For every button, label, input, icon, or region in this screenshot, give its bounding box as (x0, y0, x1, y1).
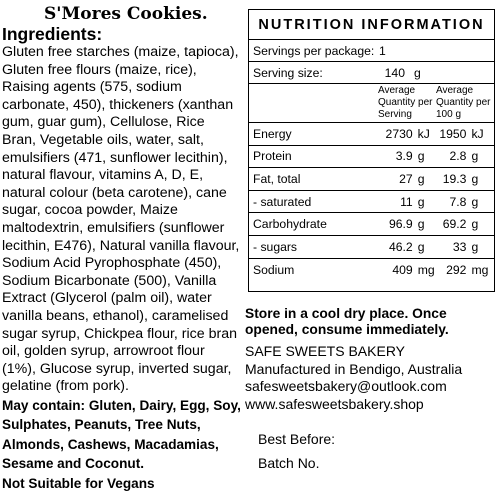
nutrient-row-energy (249, 123, 494, 146)
per-serving-value: 409 (392, 262, 413, 277)
allergen-statement: May contain: Gluten, Dairy, Egg, Soy, Sulphates, Peanuts, Tree Nuts, Almonds, Cashews, Macadamias, Sesame and Coconut. (2, 397, 241, 472)
company-email: safesweetsbakery@outlook.com (245, 378, 447, 394)
header-per-serving-line3: Serving (378, 109, 412, 120)
per-serving-unit: g (417, 194, 425, 209)
per-100g-value: 7.8 (449, 194, 467, 209)
nutrient-name: Sodium (253, 262, 295, 277)
company-info (245, 343, 500, 413)
nutrient-row-protein (249, 146, 494, 169)
per-serving-unit: g (417, 149, 425, 164)
servings-value: 1 (379, 43, 386, 58)
serving-size-value: 140 (384, 65, 405, 80)
per-100g-unit: g (471, 194, 479, 209)
nutrition-panel (248, 9, 495, 292)
per-100g-value: 19.3 (442, 171, 467, 186)
date-batch-block (258, 427, 335, 475)
per-100g-unit: g (471, 149, 479, 164)
header-per-serving-line2: Quantity per (378, 97, 433, 108)
per-serving-value: 96.9 (388, 217, 413, 232)
per-100g-unit: g (471, 171, 479, 186)
ingredients-text: Gluten free starches (maize, tapioca), Gluten free flours (maize, rice), Raising agents (575, sodium carbonate, 450), thickeners (xanthan gum, guar gum), Cellulose, Rice Bran, Vegetable oils, water, salt, emulsifiers (471, sunflower lecithin), natural flavour, vitamins A, D, E, natural colour (beta carotene), cane sugar, cocoa powder, Maize maltodextrin, emulsifiers (sunflower lecithin, E476), Natural vanilla flavour, Sodium Acid Pyrophosphate (450), Sodium Bicarbonate (500), Vanilla Extract (Glycerol (palm oil), water vanilla beans, ethanol), caramelised sugar syrup, Chickpea flour, rice bran oil, golden syrup, arrowroot flour (1%), Glucose syrup, inverted sugar, gelatine (from pork). (2, 44, 240, 395)
company-name: SAFE SWEETS BAKERY (245, 343, 406, 359)
nutrient-name: Protein (253, 149, 292, 164)
nutrient-name: - sugars (253, 239, 298, 254)
per-100g-value: 33 (452, 239, 467, 254)
product-title: S'Mores Cookies. (44, 4, 208, 24)
per-serving-value: 2730 (385, 126, 413, 141)
per-serving-value: 11 (400, 194, 413, 209)
nutrient-name: - saturated (253, 194, 312, 209)
serving-size-unit: g (414, 65, 421, 80)
header-per-serving-line1: Average (378, 85, 416, 96)
nutrient-row-sodium (249, 259, 494, 282)
per-100g-value: 69.2 (442, 217, 467, 232)
serving-size-label: Serving size: (253, 65, 323, 80)
header-per-100g-line2: Quantity per (436, 97, 491, 108)
nutrient-name: Fat, total (253, 171, 301, 186)
per-100g-value: 292 (446, 262, 467, 277)
company-website: www.safesweetsbakery.shop (245, 395, 424, 412)
best-before-label: Best Before: (258, 431, 336, 447)
servings-row (249, 40, 494, 62)
nutrient-row-sugars (249, 236, 494, 259)
servings-label: Servings per package: (253, 43, 375, 58)
per-100g-value: 1950 (439, 126, 467, 141)
per-100g-unit: g (471, 239, 479, 254)
vegan-statement: Not Suitable for Vegans (2, 475, 155, 491)
header-per-serving (378, 85, 436, 121)
storage-instructions: Store in a cool dry place. Once opened, consume immediately. (245, 306, 449, 337)
nutrient-row-carbohydrate (249, 213, 494, 236)
per-serving-value: 46.2 (388, 239, 413, 254)
per-100g-unit: mg (471, 262, 489, 277)
per-serving-value: 27 (399, 171, 413, 186)
ingredients-column (2, 4, 242, 493)
manufacturer-location: Manufactured in Bendigo, Australia (245, 360, 463, 377)
header-per-100g-line1: Average (436, 85, 474, 96)
per-100g-unit: kJ (471, 126, 484, 141)
nutrient-name: Carbohydrate (253, 217, 327, 232)
nutrient-row-saturated (249, 191, 494, 214)
batch-number-label: Batch No. (258, 455, 320, 471)
per-serving-unit: kJ (417, 126, 430, 141)
per-100g-unit: g (471, 217, 479, 232)
nutrient-row-fat (249, 168, 494, 191)
per-serving-unit: g (417, 171, 425, 186)
nutrition-title: NUTRITION INFORMATION (249, 10, 494, 40)
serving-size-row (249, 62, 494, 84)
column-headers (249, 84, 494, 123)
per-serving-unit: g (417, 239, 425, 254)
per-serving-value: 3.9 (395, 149, 413, 164)
header-per-100g (436, 85, 494, 121)
per-serving-unit: g (417, 217, 425, 232)
header-per-100g-line3: 100 g (436, 109, 462, 120)
per-100g-value: 2.8 (449, 149, 467, 164)
ingredients-heading: Ingredients: (2, 24, 103, 44)
nutrient-name: Energy (253, 126, 292, 141)
per-serving-unit: mg (417, 262, 435, 277)
